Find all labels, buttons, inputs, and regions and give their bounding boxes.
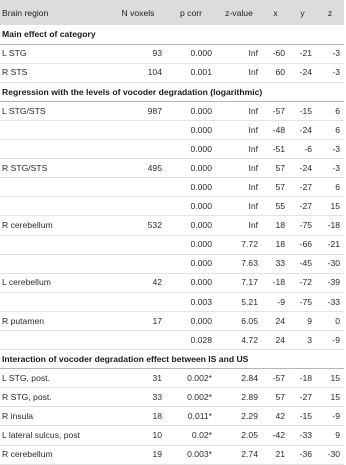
cell-brain-region: R STS <box>0 63 110 82</box>
col-header-y: y <box>300 7 305 18</box>
cell-p-corr: 0.000 <box>166 101 216 120</box>
table-row <box>0 369 344 388</box>
cell-n-voxels <box>110 178 166 197</box>
cell-brain-region <box>0 292 110 311</box>
cell-z: -30 <box>316 254 344 273</box>
cell-z: -33 <box>316 292 344 311</box>
cell-z: 6 <box>316 101 344 120</box>
cell-y: -24 <box>289 63 316 82</box>
cell-y: -21 <box>289 44 316 63</box>
cell-z-value: 7.72 <box>216 235 262 254</box>
cell-p-corr: 0.000 <box>166 216 216 235</box>
cell-n-voxels <box>110 120 166 139</box>
cell-z-value: Inf <box>216 178 262 197</box>
table-body <box>0 25 344 464</box>
cell-z-value: 5.21 <box>216 292 262 311</box>
cell-x: 18 <box>262 235 289 254</box>
cell-z: 15 <box>316 388 344 407</box>
cell-z: 9 <box>316 426 344 445</box>
cell-y: -45 <box>289 254 316 273</box>
cell-z: -9 <box>316 331 344 350</box>
table-row <box>0 216 344 235</box>
cell-n-voxels: 532 <box>110 216 166 235</box>
cell-z-value: 2.89 <box>216 388 262 407</box>
cell-p-corr: 0.000 <box>166 44 216 63</box>
cell-n-voxels: 42 <box>110 273 166 292</box>
cell-p-corr: 0.02* <box>166 426 216 445</box>
cell-x: 57 <box>262 388 289 407</box>
cell-brain-region: L STG <box>0 44 110 63</box>
cell-x: 33 <box>262 254 289 273</box>
cell-n-voxels <box>110 331 166 350</box>
section-header-row <box>0 350 344 369</box>
col-header-n-voxels: N voxels <box>121 7 155 18</box>
section-header-row <box>0 82 344 101</box>
col-header-brain-region: Brain region <box>2 7 49 18</box>
col-header-p-corr: p corr <box>180 7 202 18</box>
cell-z: -21 <box>316 235 344 254</box>
table-row <box>0 178 344 197</box>
cell-z: -3 <box>316 140 344 159</box>
cell-z: -9 <box>316 407 344 426</box>
cell-y: -75 <box>289 216 316 235</box>
cell-z-value: Inf <box>216 159 262 178</box>
cell-x: -48 <box>262 120 289 139</box>
cell-n-voxels: 33 <box>110 388 166 407</box>
cell-y: -27 <box>289 388 316 407</box>
cell-y: -18 <box>289 369 316 388</box>
cell-n-voxels <box>110 254 166 273</box>
cell-p-corr: 0.001 <box>166 63 216 82</box>
cell-brain-region: R cerebellum <box>0 216 110 235</box>
cell-brain-region <box>0 254 110 273</box>
cell-p-corr: 0.003* <box>166 445 216 464</box>
cell-x: -42 <box>262 426 289 445</box>
cell-x: 21 <box>262 445 289 464</box>
table-row <box>0 388 344 407</box>
cell-z-value: Inf <box>216 63 262 82</box>
section-title: Main effect of category <box>0 25 344 44</box>
cell-p-corr: 0.003 <box>166 292 216 311</box>
cell-brain-region: R cerebellum <box>0 445 110 464</box>
table-row <box>0 101 344 120</box>
table-row <box>0 159 344 178</box>
cell-y: -72 <box>289 273 316 292</box>
cell-brain-region: R insula <box>0 407 110 426</box>
cell-n-voxels <box>110 140 166 159</box>
cell-p-corr: 0.000 <box>166 178 216 197</box>
cell-brain-region <box>0 140 110 159</box>
cell-p-corr: 0.028 <box>166 331 216 350</box>
cell-z-value: 7.63 <box>216 254 262 273</box>
cell-z: 15 <box>316 369 344 388</box>
cell-z-value: 2.05 <box>216 426 262 445</box>
table-row <box>0 331 344 350</box>
cell-y: -75 <box>289 292 316 311</box>
cell-x: 57 <box>262 159 289 178</box>
cell-brain-region: R putamen <box>0 311 110 330</box>
cell-n-voxels <box>110 197 166 216</box>
table-row <box>0 63 344 82</box>
cell-x: -57 <box>262 369 289 388</box>
cell-x: 60 <box>262 63 289 82</box>
cell-z: -3 <box>316 159 344 178</box>
cell-z-value: Inf <box>216 120 262 139</box>
cell-n-voxels: 10 <box>110 426 166 445</box>
cell-brain-region: L lateral sulcus, post <box>0 426 110 445</box>
table-row <box>0 197 344 216</box>
table-row <box>0 254 344 273</box>
cell-p-corr: 0.011* <box>166 407 216 426</box>
table-row <box>0 44 344 63</box>
cell-y: 9 <box>289 311 316 330</box>
cell-z-value: Inf <box>216 197 262 216</box>
cell-z: -3 <box>316 63 344 82</box>
cell-brain-region <box>0 197 110 216</box>
col-header-z: z <box>327 7 333 18</box>
table-row <box>0 445 344 464</box>
cell-z: -18 <box>316 216 344 235</box>
cell-x: 24 <box>262 311 289 330</box>
cell-p-corr: 0.002* <box>166 388 216 407</box>
cell-x: 57 <box>262 178 289 197</box>
cell-n-voxels: 18 <box>110 407 166 426</box>
table-row <box>0 235 344 254</box>
cell-p-corr: 0.000 <box>166 311 216 330</box>
cell-brain-region: L STG, post. <box>0 369 110 388</box>
cell-brain-region <box>0 331 110 350</box>
cell-x: 42 <box>262 407 289 426</box>
cell-brain-region: R STG/STS <box>0 159 110 178</box>
cell-p-corr: 0.000 <box>166 254 216 273</box>
cell-x: -9 <box>262 292 289 311</box>
cell-z: -39 <box>316 273 344 292</box>
table-row <box>0 273 344 292</box>
cell-n-voxels <box>110 292 166 311</box>
cell-y: -15 <box>289 407 316 426</box>
cell-z-value: Inf <box>216 140 262 159</box>
cell-z-value: 7.17 <box>216 273 262 292</box>
cell-n-voxels: 987 <box>110 101 166 120</box>
cell-n-voxels: 93 <box>110 44 166 63</box>
table-header-row <box>0 0 344 25</box>
cell-brain-region: R STG, post. <box>0 388 110 407</box>
table-row <box>0 140 344 159</box>
table-row <box>0 407 344 426</box>
cell-z-value: Inf <box>216 216 262 235</box>
cell-p-corr: 0.000 <box>166 197 216 216</box>
cell-brain-region <box>0 120 110 139</box>
section-title: Interaction of vocoder degradation effect between IS and US <box>0 350 344 369</box>
cell-y: -33 <box>289 426 316 445</box>
cell-p-corr: 0.000 <box>166 120 216 139</box>
cell-p-corr: 0.000 <box>166 235 216 254</box>
cell-y: -15 <box>289 101 316 120</box>
cell-p-corr: 0.002* <box>166 369 216 388</box>
table-row <box>0 120 344 139</box>
cell-z-value: Inf <box>216 44 262 63</box>
section-header-row <box>0 25 344 44</box>
cell-brain-region: L STG/STS <box>0 101 110 120</box>
cell-y: 3 <box>289 331 316 350</box>
cell-z: 15 <box>316 197 344 216</box>
cell-n-voxels <box>110 235 166 254</box>
cell-z: 0 <box>316 311 344 330</box>
cell-x: -60 <box>262 44 289 63</box>
cell-x: -51 <box>262 140 289 159</box>
cell-brain-region <box>0 235 110 254</box>
cell-z: -3 <box>316 44 344 63</box>
cell-y: -36 <box>289 445 316 464</box>
cell-n-voxels: 17 <box>110 311 166 330</box>
cell-x: 18 <box>262 216 289 235</box>
cell-p-corr: 0.000 <box>166 159 216 178</box>
cell-x: 24 <box>262 331 289 350</box>
cell-x: 55 <box>262 197 289 216</box>
cell-z-value: Inf <box>216 101 262 120</box>
cell-y: -24 <box>289 120 316 139</box>
cell-y: -6 <box>289 140 316 159</box>
col-header-z-value: z-value <box>225 7 253 18</box>
table-row <box>0 311 344 330</box>
cell-n-voxels: 495 <box>110 159 166 178</box>
cell-n-voxels: 104 <box>110 63 166 82</box>
cell-z-value: 2.29 <box>216 407 262 426</box>
table-row <box>0 426 344 445</box>
cell-p-corr: 0.000 <box>166 140 216 159</box>
col-header-x: x <box>273 7 278 18</box>
cell-z: 6 <box>316 120 344 139</box>
cell-z-value: 2.84 <box>216 369 262 388</box>
cell-z: 6 <box>316 178 344 197</box>
cell-p-corr: 0.000 <box>166 273 216 292</box>
cell-z-value: 6.05 <box>216 311 262 330</box>
cell-n-voxels: 19 <box>110 445 166 464</box>
cell-z-value: 4.72 <box>216 331 262 350</box>
cell-z-value: 2.74 <box>216 445 262 464</box>
cell-z: -30 <box>316 445 344 464</box>
cell-x: -18 <box>262 273 289 292</box>
section-title: Regression with the levels of vocoder degradation (logarithmic) <box>0 82 344 101</box>
cell-n-voxels: 31 <box>110 369 166 388</box>
cell-brain-region <box>0 178 110 197</box>
cell-y: -66 <box>289 235 316 254</box>
cell-y: -24 <box>289 159 316 178</box>
cell-y: -27 <box>289 197 316 216</box>
cell-brain-region: L cerebellum <box>0 273 110 292</box>
cell-y: -27 <box>289 178 316 197</box>
cell-x: -57 <box>262 101 289 120</box>
table-row <box>0 292 344 311</box>
